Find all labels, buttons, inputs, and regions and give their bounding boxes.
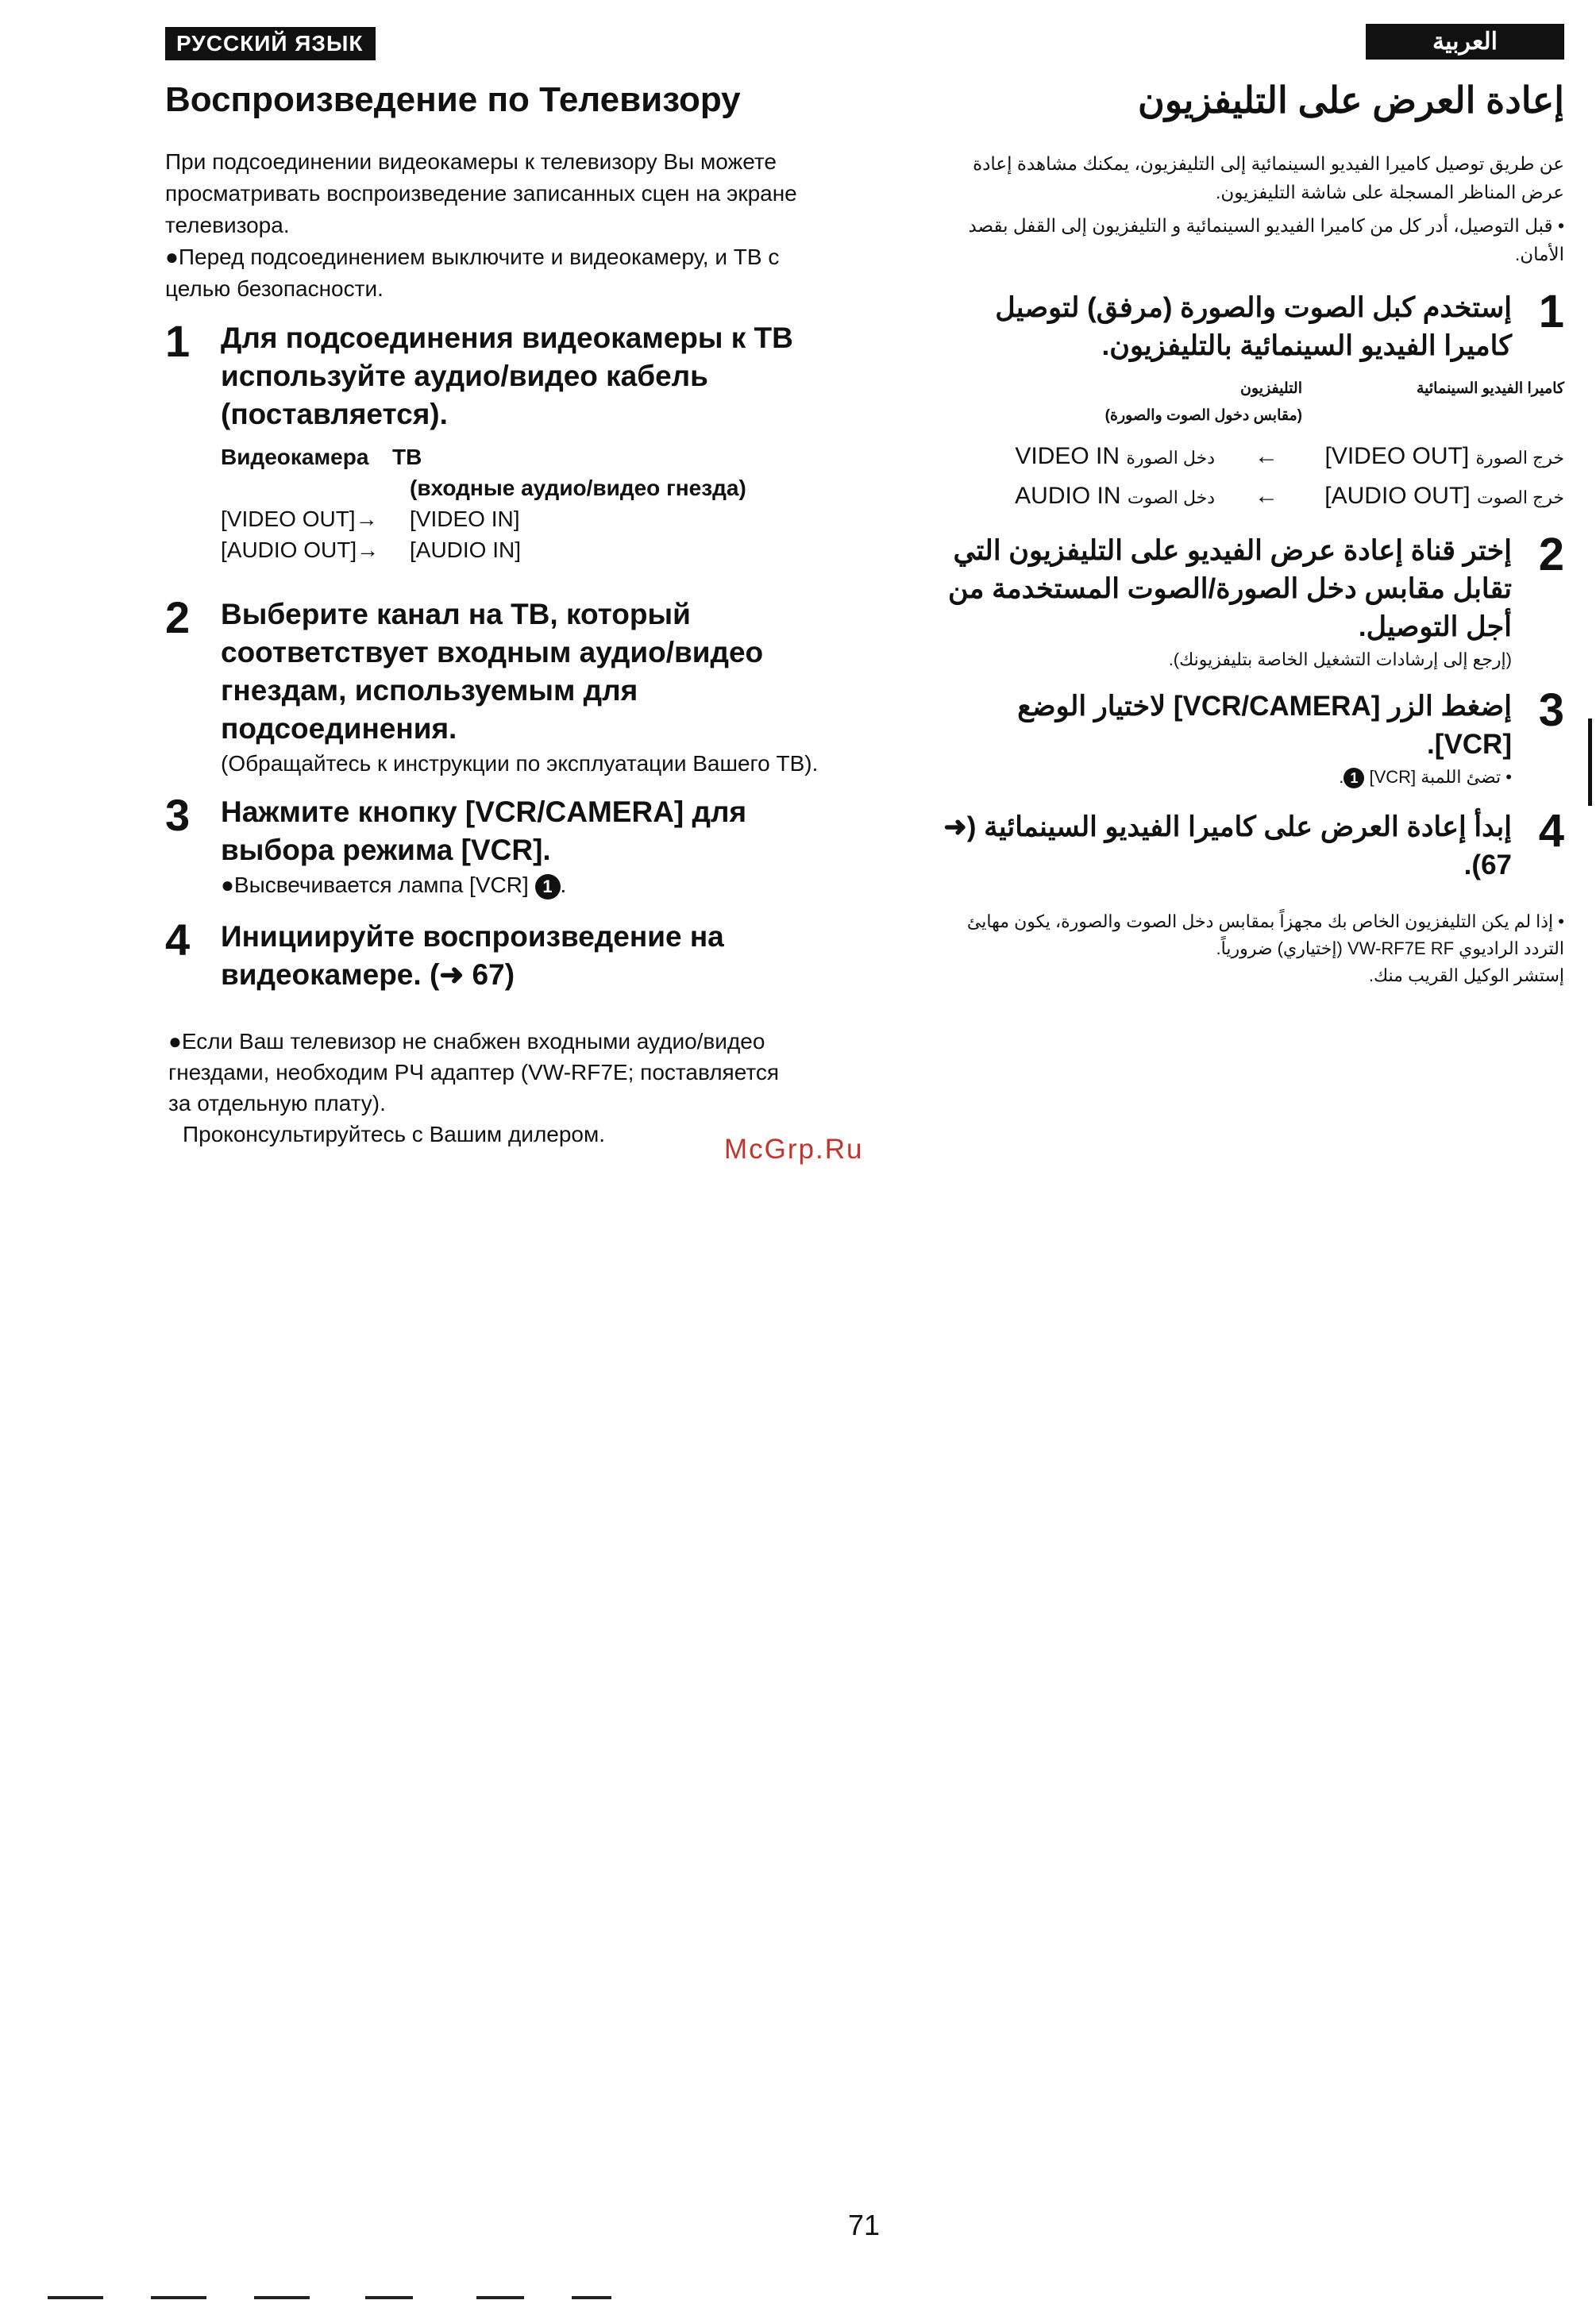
arabic-column [929, 24, 1564, 989]
step-number: 1 [165, 316, 191, 367]
scan-edge-mark [476, 2296, 524, 2299]
safety-note-arabic: • قبل التوصيل، أدر كل من كاميرا الفيديو السينمائية و التليفزيون إلى القفل بقصد الأمان. [968, 214, 1564, 264]
circled-number-icon: 1 [1343, 768, 1364, 788]
arrow-icon: ← [1255, 442, 1278, 469]
step-title: إستخدم كبل الصوت والصورة (مرفق) لتوصيل كاميرا الفيديو السينمائية بالتليفزيون. [995, 291, 1512, 361]
table-row: [AUDIO OUT] خرج الصوت [1324, 482, 1564, 509]
table-header-tv-sub: (входные аудио/видео гнезда) [410, 476, 746, 501]
watermark: McGrp.Ru [724, 1134, 864, 1165]
table-row: [VIDEO OUT] خرج الصورة [1324, 442, 1564, 469]
step-2-russian [165, 592, 832, 779]
step-title: Для подсоединения видеокамеры к ТВ используйте аудио/видео кабель (поставляется). [221, 322, 793, 431]
arrow-icon: ← [1255, 482, 1278, 509]
scan-edge-mark [151, 2296, 206, 2299]
table-header-camera: كاميرا الفيديو السينمائية [1416, 380, 1564, 397]
table-row: VIDEO IN دخل الصورة [1015, 442, 1215, 469]
scan-edge-mark [48, 2296, 103, 2299]
table-header-tv-sub: (مقابس دخول الصوت والصورة) [1104, 406, 1302, 424]
rf-adapter-note: ●Если Ваш телевизор не снабжен входными аудио/видео гнездами, необходим РЧ адаптер (VW-RF7E; поставляется за отдельную плату). [168, 1029, 780, 1116]
table-row: [AUDIO OUT]→ [AUDIO IN] [221, 537, 522, 563]
connection-table-arabic [929, 380, 1564, 514]
step-number: 3 [165, 790, 191, 841]
step-3-arabic [929, 684, 1564, 791]
step-note: (Обращайтесь к инструкции по эксплуатации Вашего ТВ). [221, 751, 819, 776]
step-title: Нажмите кнопку [VCR/CAMERA] для выбора режима [VCR]. [221, 796, 747, 867]
step-note: (إرجع إلى إرشادات التشغيل الخاصة بتليفزيونك). [1168, 649, 1512, 669]
connection-table-russian [221, 441, 832, 565]
step-number: 2 [165, 592, 191, 643]
step-title: إختر قناة إعادة عرض الفيديو على التليفزيون التي تقابل مقابس دخل الصورة/الصوت المستخدمة من أجل التوصيل. [947, 534, 1512, 642]
step-number: 2 [1538, 528, 1564, 580]
step-title: Выберите канал на ТВ, который соответствует входным аудио/видео гнездам, используемым для подсоединения. [221, 598, 764, 746]
step-4-arabic [929, 804, 1564, 884]
step-2-arabic [929, 528, 1564, 673]
step-4-russian [165, 915, 832, 994]
scan-edge-mark [572, 2296, 611, 2299]
table-header-camera: Видеокамера [221, 445, 369, 470]
russian-column [165, 27, 832, 1150]
step-title: Инициируйте воспроизведение на видеокамере. (➜ 67) [221, 920, 724, 992]
dealer-note: إستشر الوكيل القريب منك. [1368, 965, 1564, 985]
scan-edge-mark [254, 2296, 310, 2299]
step-title: إبدأ إعادة العرض على كاميرا الفيديو السينمائية (➜ 67). [943, 811, 1512, 880]
step-1-russian [165, 316, 832, 565]
language-label-arabic: العربية [1366, 24, 1564, 60]
step-number: 1 [1538, 285, 1564, 337]
step-number: 4 [165, 915, 191, 965]
step-note: • تضئ اللمبة [VCR] 1. [929, 764, 1512, 791]
intro-paragraph-russian: При подсоединении видеокамеры к телевизору Вы можете просматривать воспроизведение записанных сцен на экране телевизора. [165, 149, 797, 238]
page-number: 71 [848, 2209, 881, 2241]
safety-note-russian: ●Перед подсоединением выключите и видеокамеру, и ТВ с целью безопасности. [165, 245, 780, 302]
step-1-arabic [929, 285, 1564, 514]
rf-adapter-note: • إذا لم يكن التليفزيون الخاص بك مجهزاً بمقابس دخل الصوت والصورة، يكون مهايئ التردد الراديوي RF ‏VW-RF7E (إختياري) ضرورياً. [966, 911, 1564, 958]
language-label-russian: РУССКИЙ ЯЗЫК [165, 27, 376, 60]
table-header-tv: ТВ [392, 445, 422, 470]
dealer-note: Проконсультируйтесь с Вашим дилером. [183, 1122, 606, 1147]
table-row: [VIDEO OUT]→ [VIDEO IN] [221, 507, 520, 532]
section-marker-bar [1588, 719, 1592, 806]
table-row: AUDIO IN دخل الصوت [1015, 482, 1215, 509]
footer-notes-arabic [929, 908, 1564, 989]
step-title: إضغط الزر [VCR/CAMERA] لاختيار الوضع [VCR]. [1017, 690, 1512, 760]
page-title-russian: Воспроизведение по Телевизору [165, 80, 741, 119]
step-note: ●Высвечивается лампа [VCR] 1 . [221, 869, 832, 900]
intro-paragraph-arabic: عن طريق توصيل كاميرا الفيديو السينمائية إلى التليفزيون، يمكنك مشاهدة إعادة عرض المناظر المسجلة على شاشة التليفزيون. [973, 152, 1564, 202]
circled-number-icon: 1 [535, 874, 561, 900]
step-number: 3 [1538, 684, 1564, 736]
step-3-russian [165, 790, 832, 900]
table-header-tv: التليفزيون [1240, 380, 1302, 397]
page-title-arabic: إعادة العرض على التليفزيون [1138, 79, 1564, 121]
scan-edge-mark [365, 2296, 413, 2299]
footer-notes-russian [168, 1026, 832, 1150]
step-number: 4 [1538, 804, 1564, 857]
